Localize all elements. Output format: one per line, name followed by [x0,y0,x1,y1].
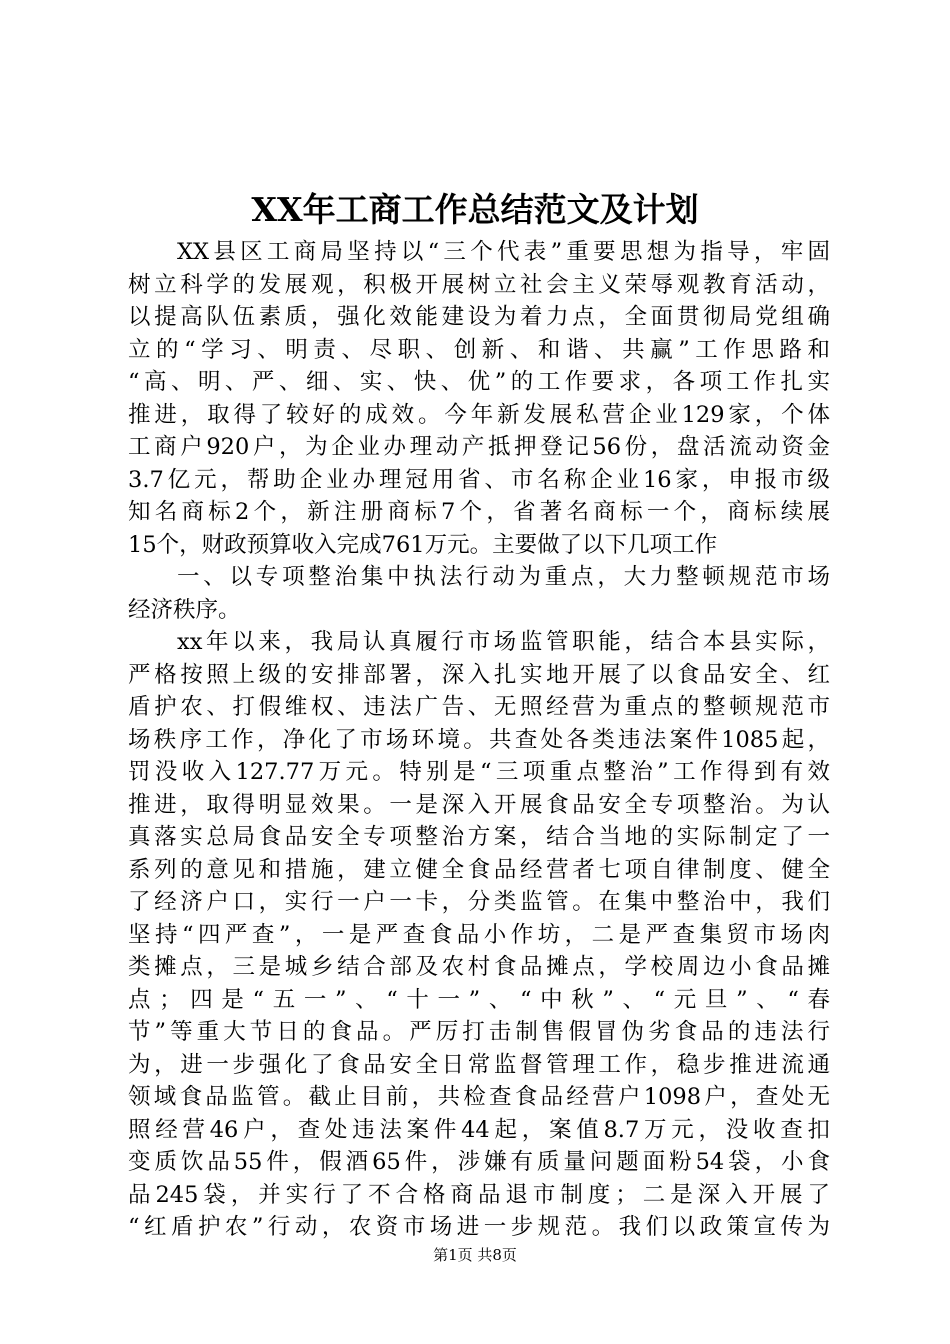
text-line: 类摊点，三是城乡结合部及农村食品摊点，学校周边小食品摊 [128,954,830,980]
text-line: 树立科学的发展观，积极开展树立社会主义荣辱观教育活动， [128,271,830,298]
text-line: 严格按照上级的安排部署，深入扎实地开展了以食品安全、红 [128,661,830,688]
text-line: xx年以来，我局认真履行市场监管职能，结合本县实际， [177,629,830,655]
text-line: 点；四是“五一”、“十一”、“中秋”、“元旦”、“春 [128,986,830,1013]
text-line: 推进，取得明显效果。一是深入开展食品安全专项整治。为认 [128,791,830,818]
text-line: 节”等重大节日的食品。严厉打击制售假冒伪劣食品的违法行 [128,1019,830,1045]
text-line: 工商户920户，为企业办理动产抵押登记56份，盘活流动资金 [128,434,830,460]
text-line: 为，进一步强化了食品安全日常监督管理工作，稳步推进流通 [128,1051,830,1078]
text-line: 坚持“四严查”，一是严查食品小作坊，二是严查集贸市场肉 [128,921,830,948]
text-line: 罚没收入127.77万元。特别是“三项重点整治”工作得到有效 [128,759,830,785]
section-heading-line: 一、以专项整治集中执法行动为重点，大力整顿规范市场 [177,564,830,590]
page-number: 第1页 共8页 [433,1246,517,1264]
document-title: XX年工商工作总结范文及计划 [251,190,699,229]
page-footer [0,1244,950,1266]
text-line: “红盾护农”行动，农资市场进一步规范。我们以政策宣传为 [128,1214,830,1240]
text-line: 系列的意见和措施，建立健全食品经营者七项自律制度、健全 [128,856,830,883]
text-line: “高、明、严、细、实、快、优”的工作要求，各项工作扎实 [128,369,830,395]
text-line: 场秩序工作，净化了市场环境。共查处各类违法案件1085起， [128,726,830,753]
text-line: 15个，财政预算收入完成761万元。主要做了以下几项工作 [128,531,718,558]
text-line: 品245袋，并实行了不合格商品退市制度；二是深入开展了 [128,1181,830,1208]
text-line: 知名商标2个，新注册商标7个，省著名商标一个，商标续展 [128,499,830,525]
text-line: 照经营46户，查处违法案件44起，案值8.7万元，没收查扣 [128,1116,830,1143]
section-heading-line: 经济秩序。 [128,596,241,623]
text-line: 3.7亿元，帮助企业办理冠用省、市名称企业16家，申报市级 [128,466,830,493]
text-line: 推进，取得了较好的成效。今年新发展私营企业129家，个体 [128,401,830,428]
text-line: 了经济户口，实行一户一卡，分类监管。在集中整治中，我们 [128,889,830,915]
document-body [128,236,830,1244]
text-line: 领域食品监管。截止目前，共检查食品经营户1098户，查处无 [128,1084,830,1110]
text-line: 以提高队伍素质，强化效能建设为着力点，全面贯彻局党组确 [128,304,830,330]
text-line: 真落实总局食品安全专项整治方案，结合当地的实际制定了一 [128,824,830,850]
text-line: 盾护农、打假维权、违法广告、无照经营为重点的整顿规范市 [128,694,830,720]
text-line: XX县区工商局坚持以“三个代表”重要思想为指导，牢固 [177,239,830,265]
text-line: 立的“学习、明责、尽职、创新、和谐、共赢”工作思路和 [128,336,830,363]
text-line: 变质饮品55件，假酒65件，涉嫌有质量问题面粉54袋，小食 [128,1149,830,1175]
